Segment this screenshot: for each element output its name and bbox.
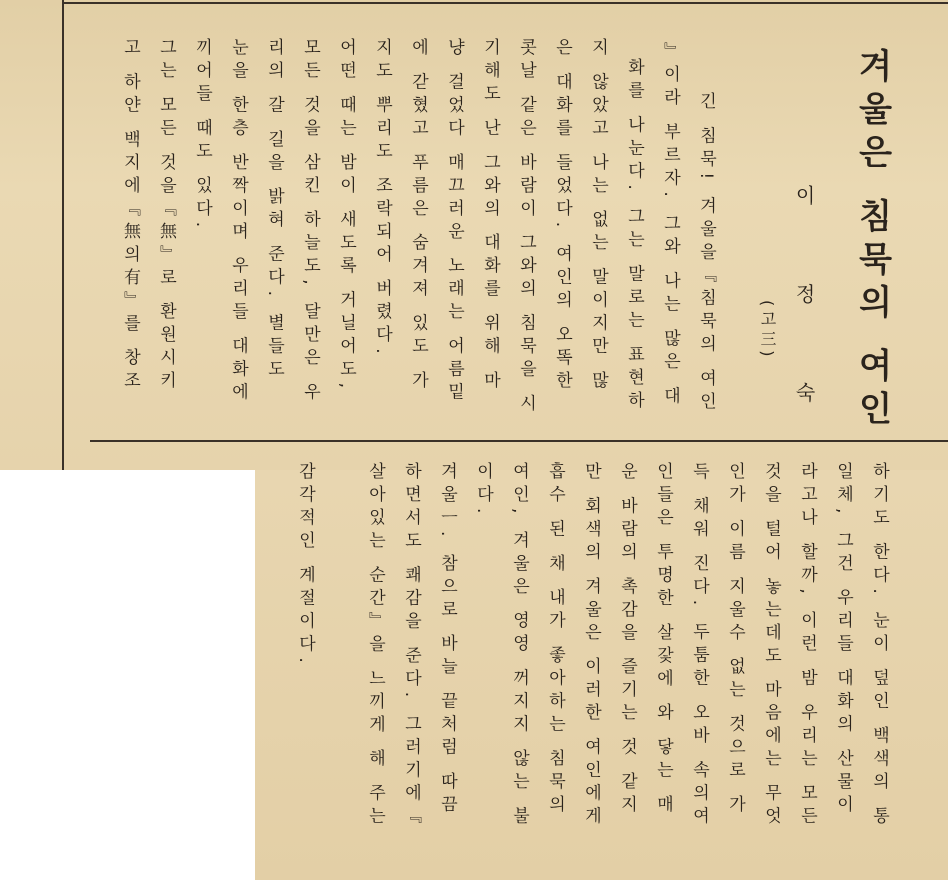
article-title: 겨울은 침묵의 여인 [852,48,892,434]
lower-column-9: 만 회색의 겨울은 이러한 여인에게 [581,462,601,830]
lower-column-16: 감각적인 계절이다. [295,462,315,669]
upper-column-8: 냥 걸었다 매끄러운 노래는 어름밑 [444,38,464,406]
upper-column-12: 모든 것을 삼킨 하늘도, 달만은 우 [300,38,320,406]
upper-column-13: 리의 갈 길을 밝혀 준다. 별들도 [264,38,284,383]
lower-column-8: 운 바람의 촉감을 즐기는 것 같지 [617,462,637,819]
upper-column-9: 에 갇혔고 푸름은 숨겨져 있도 가 [408,38,428,395]
lower-column-1: 하기도 한다. 눈이 덮인 백색의 통 [869,462,889,830]
lower-column-10: 흡수 된 채 내가 좋아하는 침묵의 [545,462,565,819]
top-rule [62,2,948,4]
upper-column-5: 은 대화를 들었다. 여인의 오똑한 [552,38,572,395]
lower-column-4: 것을 털어 놓는데도 마음에는 무엇 [761,462,781,830]
lower-column-13: 겨울ㅡ. 참으로 바늘 끝처럼 따끔 [437,462,457,819]
upper-column-2: 』이라 부르자. 그와 나는 많은 대 [660,42,680,410]
article-author: 이 정 숙 [792,185,816,438]
upper-column-11: 어떤 때는 밤이 새도록 거닐어도, [336,38,356,395]
lower-column-2: 일체, 그건 우리들 대화의 산물이 [833,462,853,819]
left-column-rule [62,0,64,470]
upper-column-16: 그는 모든 것을『無』로 환원시키 [156,38,176,395]
lower-column-6: 득 채워 진다. 두툼한 오바 속의여 [689,462,709,830]
lower-column-12: 이다. [473,462,493,520]
lower-column-15: 살아있는 순간』을 느끼게 해 주는 [365,462,385,830]
lower-column-3: 라고나 할까, 이런 밤 우리는 모든 [797,462,817,830]
upper-column-6: 콧날 같은 바람이 그와의 침묵을 시 [516,38,536,418]
upper-column-14: 눈을 한층 반짝이며 우리들 대화에 [228,38,248,406]
section-divider-rule [90,440,948,442]
lower-column-14: 하면서도 쾌감을 준다. 그러기에『 [401,462,421,830]
upper-column-3: 화를 나눈다. 그는 말로는 표현하 [624,58,644,415]
upper-column-7: 기해도 난 그와의 대화를 위해 마 [480,38,500,395]
upper-column-4: 지 않았고 나는 없는 말이지만 많 [588,38,608,395]
upper-column-17: 고 하얀 백지에『無의有』를 창조 [120,38,140,395]
lower-column-5: 인가 이름 지울수 없는 것으로 가 [725,462,745,819]
upper-column-1: 긴 침묵! 겨울을『침묵의 여인 [696,92,716,416]
upper-column-10: 지도 뿌리도 조락되어 버렸다. [372,38,392,360]
blank-corner [0,470,255,880]
lower-column-7: 인들은 투명한 살갗에 와 닿는 매 [653,462,673,819]
upper-column-15: 끼어들 때도 있다. [192,38,212,234]
author-affiliation: (고三) [758,300,777,361]
lower-column-11: 여인, 겨울은 영영 꺼지지 않는 불 [509,462,529,830]
